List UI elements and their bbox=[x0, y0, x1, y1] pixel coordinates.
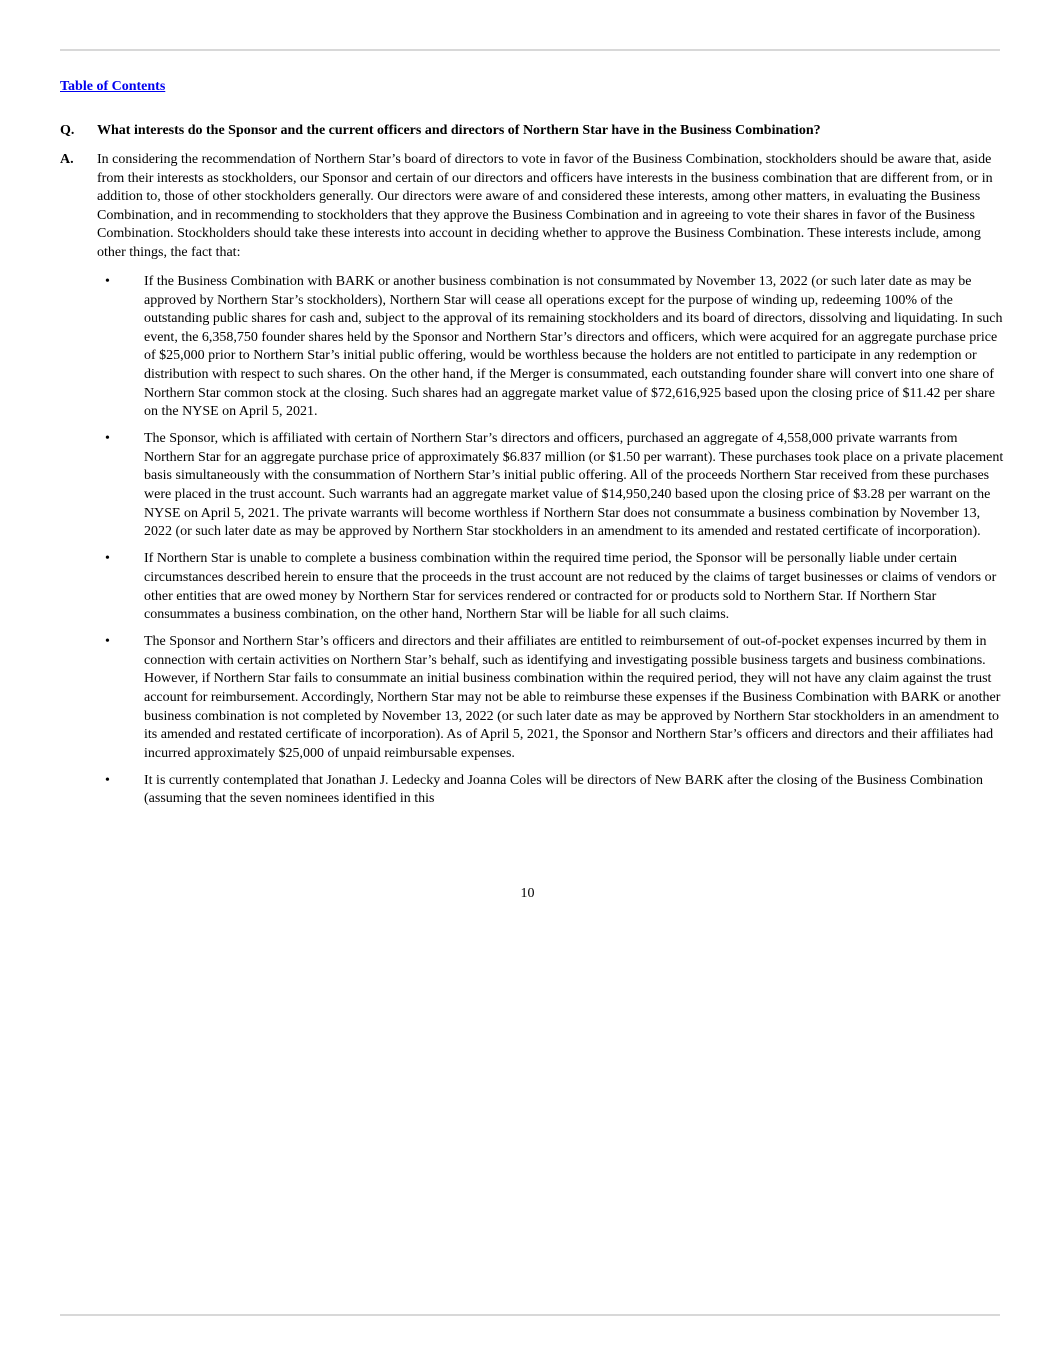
answer-label: A. bbox=[60, 152, 74, 167]
top-divider bbox=[60, 49, 1000, 51]
list-item-text: The Sponsor and Northern Star’s officers and directors and their affiliates are entitled to reimbursement of out-of-pocket expenses incurred by them in connection with certain activities on Northern Star’s behalf, such as identifying and investigating possible business targets and business combinations. However, if Northern Star fails to consummate an initial business combination within the required period, they will not have any claim against the trust account for reimbursement. Accordingly, Northern Star may not be able to reimburse these expenses if the Business Combination with BARK or another business combination is not completed by November 13, 2022 (or such later date as may be approved by Northern Star stockholders in an amendment to its amended and restated certificate of incorporation). As of April 5, 2021, the Sponsor and Northern Star’s officers and directors and their affiliates had incurred approximately $25,000 of unpaid reimbursable expenses. bbox=[144, 634, 1001, 761]
answer-text: In considering the recommendation of Northern Star’s board of directors to vote in favor of the Business Combination, stockholders should be aware that, aside from their interests as stockholders, our Sponsor and certain of our directors and officers have interests in the business combination that are different from, or in addition to, those of other stockholders generally. Our directors were aware of and considered these interests, among other matters, in evaluating the Business Combination, and in recommending to stockholders that they approve the Business Combination and in agreeing to vote their shares in favor of the Business Combination. Stockholders should take these interests into account in deciding whether to approve the Business Combination. These interests include, among other things, the fact that: bbox=[97, 152, 993, 260]
interests-list bbox=[105, 273, 1007, 818]
list-item-text: It is currently contemplated that Jonathan J. Ledecky and Joanna Coles will be directors of New BARK after the closing of the Business Combination (assuming that the seven nominees identified in this bbox=[144, 772, 984, 807]
question bbox=[60, 122, 1005, 141]
list-item bbox=[105, 430, 1007, 542]
list-item bbox=[105, 273, 1007, 422]
bullet-marker: • bbox=[105, 274, 110, 289]
list-item bbox=[105, 550, 1007, 624]
list-item-text: If Northern Star is unable to complete a business combination within the required time period, the Sponsor will be personally liable under certain circumstances described herein to ensure that the proceeds in the trust account are not reduced by the claims of target businesses or claims of vendors or other entities that are owed money by Northern Star for services rendered or contracted for or products sold to Northern Star. If Northern Star consummates a business combination, on the other hand, Northern Star will be liable for all such claims. bbox=[144, 551, 997, 623]
list-item bbox=[105, 633, 1007, 763]
answer bbox=[60, 151, 1005, 263]
bullet-marker: • bbox=[105, 634, 110, 650]
list-item-text: If the Business Combination with BARK or another business combination is not consummated by November 13, 2022 (or such later date as may be approved by Northern Star’s stockholders), Northern Star will cease all operations except for the purpose of winding up, redeeming 100% of the outstanding public shares for cash and, subject to the approval of its remaining stockholders and its board of directors, dissolving and liquidating. In such event, the 6,358,750 founder shares held by the Sponsor and Northern Star’s directors and officers, which were acquired for an aggregate purchase price of $25,000 prior to Northern Star’s initial public offering, would be worthless because the holders are not entitled to participate in any redemption or distribution with respect to such shares. On the other hand, if the Merger is consummated, each outstanding founder share will convert into one share of Northern Star common stock at the closing. Such shares had an aggregate market value of $72,616,925 based upon the closing price of $11.42 per share on the NYSE on April 5, 2021. bbox=[144, 274, 1003, 420]
bottom-divider bbox=[60, 1314, 1000, 1316]
bullet-marker: • bbox=[105, 772, 110, 788]
table-of-contents-link[interactable]: Table of Contents bbox=[60, 79, 166, 94]
bullet-marker: • bbox=[105, 551, 110, 567]
bullet-marker: • bbox=[105, 431, 110, 447]
question-text: What interests do the Sponsor and the current officers and directors of Northern Star have in the Business Combination? bbox=[97, 123, 821, 138]
page-number: 10 bbox=[520, 886, 535, 901]
list-item-text: The Sponsor, which is affiliated with certain of Northern Star’s directors and officers, purchased an aggregate of 4,558,000 private warrants from Northern Star for an aggregate purchase price of approximately $6.837 million (or $1.50 per warrant). These purchases took place on a private placement basis simultaneously with the consummation of Northern Star’s initial public offering. All of the proceeds Northern Star received from these purchases were placed in the trust account. Such warrants had an aggregate market value of $14,950,240 based upon the closing price of $3.28 per warrant on the NYSE on April 5, 2021. The private warrants will become worthless if Northern Star does not consummate a business combination by November 13, 2022 (or such later date as may be approved by Northern Star stockholders in an amendment to its amended and restated certificate of incorporation). bbox=[144, 431, 1004, 540]
question-label: Q. bbox=[60, 123, 75, 138]
list-item bbox=[105, 772, 1007, 809]
